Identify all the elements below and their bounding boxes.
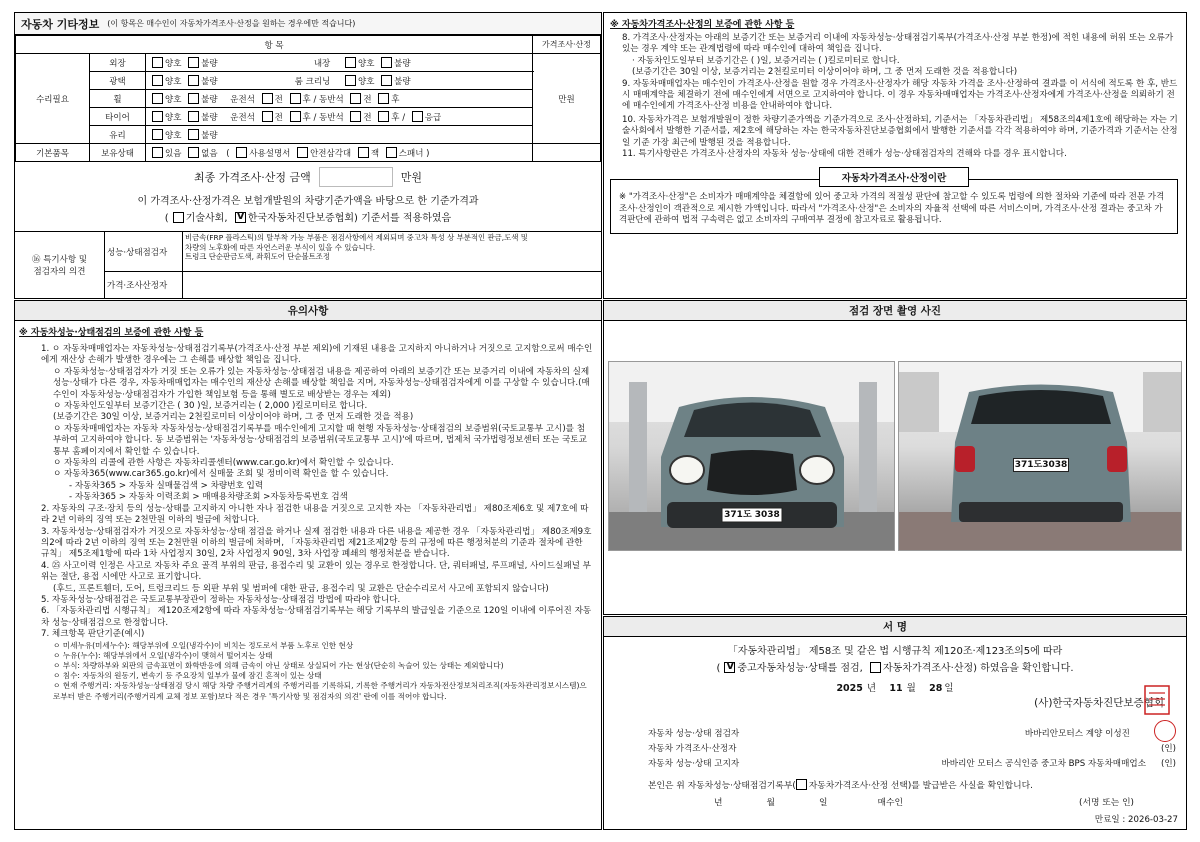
caution-item: ㅇ 누유(누수): 해당부위에서 오일(냉각수)이 맺혀서 떨어지는 상태 (53, 650, 273, 660)
notice-box-title-wrap (610, 166, 1178, 187)
caution-item: 3. 자동차성능·상태점검자가 거짓으로 자동차성능·상태 점검을 하거나 실제 점검한 내용과 다른 내용을 제공한 경우 「자동차관리법」 제80조제9호의2에 따라 2년 이하의 징역 또는 2천만원 이하의 벌금에 처하며, 「자동차관리법 제21조제2항 등의 규정에 따른 행정처분의 기준과 절차에 관한 규칙」 제5조제1항에 따라 1차 사업정지 30일, 2차 사업정지 90일, 3차 사업장 폐쇄의 행정처분을 받습니다. (41, 526, 592, 560)
basic-label: 기본품목 (16, 144, 90, 162)
checkbox[interactable] (290, 93, 301, 104)
checkbox[interactable] (152, 93, 163, 104)
receipt-opt: 자동차가격조사·산정 선택)를 발급받은 사실을 확인합니다. (808, 781, 1033, 791)
triangle-label: 안전삼각대 (310, 148, 352, 159)
checkbox[interactable] (381, 75, 392, 86)
checkbox[interactable] (188, 75, 199, 86)
bottom-month: 월 (766, 798, 775, 808)
checkbox[interactable] (297, 147, 308, 158)
row-label: 타이어 (90, 108, 146, 126)
signer-stamp: (인) (1160, 743, 1176, 754)
checkbox[interactable] (262, 111, 273, 122)
spanner-label: 스패너 (398, 148, 424, 159)
date-day: 28 (929, 683, 943, 694)
bad-label: 불량 (201, 130, 218, 141)
final-price-label: 최종 가격조사·산정 금액 (193, 171, 311, 184)
checkbox[interactable] (152, 129, 163, 140)
signer-label: 자동차 가격조사·산정자 (648, 743, 737, 754)
buyer-label: 매수인 (877, 798, 903, 808)
year-unit: 년 (866, 683, 877, 694)
caution-item: 1. ㅇ 자동차매매업자는 자동차성능·상태점검기록부(가격조사·산정 부분 제외)에 기재된 내용을 고지하지 아니하거나 거짓으로 고지함으로써 매수인에게 재산상 손해가 발생한 경우에는 그 손해를 배상할 책임을 집니다. (41, 344, 593, 366)
signer-rows (648, 725, 1176, 770)
checkbox[interactable] (152, 57, 163, 68)
rear-label: 후 (302, 112, 311, 123)
org-seal-icon (1144, 685, 1170, 715)
notice-box-title: 자동차가격조사·산정이란 (819, 167, 970, 187)
expire-date: 만료일 : 2026-03-27 (1094, 815, 1178, 825)
caution-item: (후드, 프론트휀더, 도어, 트렁크리드 등 외판 부위 및 범퍼에 대한 판금, 용접수리 및 교환은 단순수리로서 사고에 포함되지 않습니다) (53, 583, 549, 594)
checkbox[interactable] (358, 147, 369, 158)
price-checker-label: 가격·조사산정자 (105, 272, 183, 298)
caution-title: ※ 자동차성능·상태점검의 보증에 관한 사항 등 (19, 328, 204, 338)
misc-table: 항 목 가격조사·산정 수리필요 외장 양호 불량 내장 양호 불량 만원 광택 양호 불량 룸 크리닝 양호 불량 휠 양호 불량 운전석 전 후 / 동반석 전 후 타이어 양호 불량 운전석 전 후 / 동반석 전 후 / 응급 유리 양호 불량 기본품목 보유상태 있음 없음 ( 사용설명서 안전삼각대 잭 스패너 ) (15, 35, 601, 162)
jack-label: 잭 (370, 148, 380, 159)
checkbox[interactable] (236, 147, 247, 158)
perf-text-line: 트렁크 단순판금도색, 좌휘도어 단순볼트조정 (185, 252, 331, 262)
caution-header: 유의사항 (15, 301, 601, 321)
checkbox[interactable] (152, 111, 163, 122)
good-label: 양호 (165, 76, 182, 87)
buyer-sign: (서명 또는 인) (1079, 798, 1134, 808)
row-label: 유리 (90, 126, 146, 144)
sign-date (604, 680, 1186, 694)
caution-item: ㅇ 자동차매매업자는 자동차 자동차성능·상태점검기록부를 매수인에게 고지할 때 현행 자동차성능·상태점검의 보증범위(국토교통부 고시)를 첨부하여 고지하여야 합니다. 동 보증범위는 '자동차성능·상태점검의 보증범위(국토교통부 고시)'에 따르며, 법제처 국가법령정보센터 또는 국토교통부 홈페이지에서 확인할 수 있습니다. (53, 423, 587, 457)
law-tail: ) 하였음을 확인합니다. (973, 663, 1074, 674)
rear-label: 후 (391, 112, 400, 123)
signer-name: 바바리안 모터스 공식인증 중고차 BPS 자동차매매업소 (941, 758, 1146, 769)
manual-label: 사용설명서 (249, 148, 291, 159)
caution-item: ㅇ 침수: 자동차의 원동기, 변속기 등 주요장치 일부가 물에 잠긴 흔적이 있는 상태 (53, 671, 322, 681)
caution-item: 7. 체크항목 판단기준(예시) (41, 629, 145, 640)
have-label: 있음 (165, 148, 182, 159)
notice-p8c: (보증기간은 30일 이상, 보증거리는 2천킬로미터 이상이어야 하며, 그 중 먼저 도래한 것을 적용합니다) (632, 67, 1018, 78)
checkbox[interactable] (386, 147, 397, 158)
car-front-illustration (609, 362, 895, 551)
misc-note: (이 항목은 매수인이 자동차가격조사·산정을 원하는 경우에만 적습니다) (107, 19, 356, 28)
checkbox[interactable] (378, 111, 389, 122)
perf-text-line: 비금속(FRP 플라스틱)의 탈부착 가능 부품은 점검사항에서 제외되며 중고차 특성 상 부분적인 판금,도색 및 (185, 233, 528, 242)
repair-label: 수리필요 (16, 54, 90, 144)
checkbox[interactable] (152, 75, 163, 86)
front-label: 전 (274, 112, 283, 123)
checkbox[interactable] (378, 93, 389, 104)
opt-perf: 중고자동차성능·상태를 점검, (737, 663, 863, 674)
notice-box-text: ※ "가격조사·산정"은 소비자가 매매계약을 체결함에 있어 중고차 가격의 적절성 판단에 참고할 수 있도록 법령에 의한 절차와 기준에 따라 전문 가격조사·산정인이 객관적으로 제시한 가액입니다. 따라서 "가격조사·산정"은 소비자의 자율적 선택에 따른 서비스이며, 가격조사·산정 결과는 중고차 가격판단에 관하여 법적 구속력은 없고 소비자의 구매여부 결정에 참고자료로 활용됩니다. (610, 179, 1178, 234)
final-price-input[interactable] (319, 167, 393, 187)
bad-label: 불량 (394, 76, 411, 87)
date-year: 2025 (836, 683, 863, 694)
special-notes (15, 232, 601, 298)
car-rear-illustration (899, 362, 1182, 551)
criteria-opt2: 한국자동차진단보증협회 (247, 213, 354, 224)
checkbox[interactable] (345, 75, 356, 86)
good-label: 양호 (165, 130, 182, 141)
checkbox[interactable] (290, 111, 301, 122)
notice-p10: 10. 자동차가격은 보험개발원이 정한 차량기준가액을 기준가격으로 조사·산정하되, 기준서는 「자동차관리법」 제58조의4제1호에 해당하는 자는 기술사회에서 발행한 기준서를, 제2호에 해당하는 자는 한국자동차진단보증협회에서 발행한 기준서를 각각 적용하여야 하며, 기준가격과 기준서는 산정일 기준 가장 최근에 발행된 것을 적용합니다. (622, 114, 1178, 148)
good-label: 양호 (165, 112, 182, 123)
signer-label: 자동차 성능·상태 고지자 (648, 758, 740, 769)
checkbox[interactable] (870, 662, 881, 673)
row-label: 휠 (90, 90, 146, 108)
signer-seal-icon (1154, 720, 1176, 742)
row-label-right: 룸 크리닝 (294, 76, 331, 87)
good-label: 양호 (357, 58, 375, 69)
passenger-label: / 동반석 (313, 112, 344, 123)
row-label-right: 내장 (313, 58, 331, 69)
signer-row (648, 725, 1176, 740)
checkbox[interactable] (381, 57, 392, 68)
final-price-block (15, 162, 601, 232)
notice-p8: 8. 가격조사·산정자는 아래의 보증기간 또는 보증거리 이내에 자동차성능·상태점검기록부(가격조사·산정 부분 한정)에 적힌 내용에 허위 또는 오류가 있는 경우 계약 또는 관계법령에 따라 매수인에 대하여 책임을 집니다. (622, 33, 1174, 55)
checkbox[interactable] (262, 93, 273, 104)
passenger-label: / 동반석 (313, 94, 344, 105)
bad-label: 불량 (201, 94, 218, 105)
front-plate: 371도 3038 (724, 510, 780, 520)
checkbox[interactable] (350, 93, 361, 104)
checkbox[interactable] (412, 111, 423, 122)
receipt-date (714, 795, 903, 808)
caution-item: ㅇ 자동차의 리콜에 관한 사항은 자동차리콜센터(www.car.go.kr)에서 확인할 수 있습니다. (53, 458, 394, 469)
good-label: 양호 (165, 58, 182, 69)
rear-photo (898, 361, 1182, 551)
notice-p8b: · 자동차인도일부터 보증기간은 ( )일, 보증거리는 ( )킬로미터로 합니다. (632, 55, 900, 66)
checkbox[interactable] (350, 111, 361, 122)
notice-p11: 11. 특기사항란은 가격조사·산정자의 자동차 성능·상태에 대한 견해가 성능·상태점검자의 견해와 다를 경우 표시합니다. (622, 149, 1067, 160)
final-price-unit: 만원 (400, 171, 422, 184)
checkbox-checked[interactable] (235, 212, 246, 223)
caution-item: 4. ㉕ 사고이력 인정은 사고로 자동차 주요 골격 부위의 판금, 용접수리 및 교환이 있는 경우로 한정합니다. 단, 쿼터패널, 루프패널, 사이드실패널 부위는 절단, 용접 시에만 사고로 표기합니다. (41, 560, 591, 583)
checkbox[interactable] (173, 212, 184, 223)
perf-text-line: 차량의 노후화에 따른 자연스러운 부식이 있을 수 있습니다. (185, 242, 376, 252)
bad-label: 불량 (394, 58, 411, 69)
signer-stamp: (인) (1160, 758, 1176, 769)
misc-info-panel (14, 12, 602, 299)
criteria-line: 이 가격조사·산정가격은 보험개발원의 차량기준가액을 바탕으로 한 기준가격과 (137, 196, 479, 207)
rear-plate: 371도3038 (1014, 460, 1068, 470)
good-label: 양호 (165, 94, 182, 105)
bad-label: 불량 (201, 76, 218, 87)
criteria-opt1: 기술사회, (185, 213, 228, 224)
price-notice-panel (603, 12, 1187, 299)
checkbox[interactable] (188, 147, 199, 158)
bottom-year: 년 (714, 798, 723, 808)
won-label: 만원 (533, 54, 601, 144)
criteria-options: ( 기술사회, V 한국자동차진단보증협회) 기준서를 적용하였음 (15, 209, 601, 224)
none-label: 없음 (201, 148, 218, 159)
photo-panel (603, 300, 1187, 615)
caution-item: ㅇ 미세누유(미세누수): 해당부위에 오일(냉각수)이 비치는 정도로서 부품 노후로 인한 현상 (53, 640, 354, 650)
checkbox[interactable] (188, 57, 199, 68)
row-label: 외장 (90, 54, 146, 72)
caution-list (19, 344, 593, 702)
receipt-text: 본인은 위 자동차성능·상태점검기록부( (648, 781, 796, 791)
col-price: 가격조사·산정 (533, 36, 601, 54)
notice-title: ※ 자동차가격조사·산정의 보증에 관한 사항 등 (610, 20, 795, 30)
law-options: (V 중고자동차성능·상태를 점검, 자동차가격조사·산정) 하였음을 확인합니다. (604, 659, 1186, 674)
emergency-label: 응급 (424, 112, 442, 123)
checkbox[interactable] (152, 147, 163, 158)
front-label: 전 (274, 94, 283, 105)
signer-name: 바바리안모터스 계양 이성진 (1024, 728, 1130, 739)
signature-panel (603, 616, 1187, 830)
criteria-tail: ) 기준서를 적용하였음 (353, 213, 452, 224)
caution-item: ㅇ 부식: 차량하부와 외판의 금속표면이 화학반응에 의해 금속이 아닌 상태로 상실되어 가는 현상(단순히 녹슬어 있는 상태는 제외합니다) (53, 660, 504, 670)
opt-price: 자동차가격조사·산정 (883, 663, 974, 674)
caution-item: 5. 자동차성능·상태점검은 국토교통부장관이 정하는 자동차성능·상태점검 방법에 따라야 합니다. (41, 594, 401, 605)
front-photo (608, 361, 895, 551)
bottom-day: 일 (819, 798, 828, 808)
operator-label: 운전석 (230, 94, 255, 105)
caution-item: - 자동차365 > 자동차 이력조회 > 매매용차량조회 >자동차등록번호 검색 (69, 492, 348, 503)
special-label: ⑯ 특기사항 및 점검자의 의견 (15, 232, 105, 298)
notice-p9: 9. 자동차매매업자는 매수인이 가격조사·산정을 원할 경우 가격조사·산정자가 해당 자동차 가격을 조사·산정하여 결과를 이 서식에 적도록 한 후, 반드시 매매계약을 체결하기 전에 매수인에게 서면으로 고지하여야 합니다. 이 경우 자동차매매업자는 가격조사·산정자에게 가격조사·산정을 의뢰하기 전에 매수인에게 가격조사·산정 비용을 안내하여야 합니다. (622, 78, 1178, 112)
signer-label: 자동차 성능·상태 점검자 (648, 728, 740, 739)
org-name: (사)한국자동차진단보증협회 (1034, 697, 1164, 709)
front-label: 전 (363, 112, 372, 123)
caution-item: - 자동차365 > 자동차 실매물검색 > 차량번호 입력 (69, 480, 264, 491)
misc-title: 자동차 기타정보 (21, 17, 100, 31)
law-line: 「자동차관리법」 제58조 및 같은 법 시행규칙 제120조·제123조의5에 따라 (727, 646, 1063, 657)
checkbox-checked[interactable] (724, 662, 735, 673)
photo-header: 점검 장면 촬영 사진 (604, 301, 1186, 321)
caution-item: ㅇ 자동차인도일부터 보증기간은 ( 30 )일, 보증거리는 ( 2,000 )킬로미터로 합니다. (53, 401, 368, 412)
caution-item: (보증기간은 30일 이상, 보증거리는 2천킬로미터 이상이어야 하며, 그 중 먼저 도래한 것을 적용) (53, 412, 414, 423)
day-unit: 일 (944, 683, 954, 694)
row-label: 광택 (90, 72, 146, 90)
good-label: 양호 (357, 76, 375, 87)
bad-label: 불량 (201, 58, 218, 69)
checkbox[interactable] (796, 779, 807, 790)
col-item: 항 목 (16, 36, 533, 54)
rear-label: 후 (302, 94, 311, 105)
caution-item: 2. 자동차의 구조·장치 등의 성능·상태를 고지하지 아니한 자나 점검한 내용을 거짓으로 고지한 자는 「자동차관리법」 제80조제6호 및 제7호에 따라 2년 이하의 징역 또는 2천만원 이하의 벌금에 처합니다. (41, 503, 589, 526)
checkbox[interactable] (188, 111, 199, 122)
date-month: 11 (889, 683, 903, 694)
caution-item: 6. 「자동차관리법 시행규칙」 제120조제2항에 따라 자동차성능·상태점검기록부는 해당 기록부의 발급일을 기준으로 120일 이내에 이루어진 자동차 성능·상태점검으로 한정합니다. (41, 606, 592, 628)
signer-row (648, 740, 1176, 755)
caution-item: ㅇ 자동차성능·상태점검자가 거짓 또는 오류가 있는 자동차성능·상태점검 내용을 제공하여 아래의 보증기간 또는 보증거리 이내에 자동차의 실제 성능·상태가 다른 경우, 자동차매매업자는 매수인의 재산상 손해를 배상할 책임을 지며, 자동차성능·상태점검자에게 이를 구상할 수 있습니다.(매수인이 자동차성능·상태점검자가 가입한 책임보험 등을 통해 별도로 배상받는 경우는 제외) (53, 366, 590, 400)
signature-header: 서 명 (604, 617, 1186, 637)
month-unit: 월 (906, 683, 916, 694)
status-label: 보유상태 (90, 144, 146, 162)
checkbox[interactable] (188, 129, 199, 140)
caution-item: ㅇ 현재 주행거리: 자동차성능·상태점검 당시 해당 차량 주행거리계의 주행거리를 기록하되, 기록한 주행거리가 자동차전산정보처리조직(자동차관리정보시스템)으로부터 받은 주행거리(주행거리계 교체 정보 포함)보다 적은 경우 '특기사항 및 점검자의 의견' 란에 이를 적어야 합니다. (53, 681, 587, 701)
checkbox[interactable] (188, 93, 199, 104)
checkbox[interactable] (345, 57, 356, 68)
bad-label: 불량 (201, 112, 218, 123)
front-label: 전 (363, 94, 372, 105)
signer-row (648, 755, 1176, 770)
rear-label: 후 (391, 94, 400, 105)
misc-title-bar (15, 13, 601, 35)
caution-item: ㅇ 자동차365(www.car365.go.kr)에서 실매물 조회 및 정비이력 확인을 할 수 있습니다. (53, 469, 389, 480)
caution-panel (14, 300, 602, 830)
operator-label: 운전석 (230, 112, 255, 123)
receipt-line (648, 778, 1033, 791)
perf-label: 성능·상태점검자 (105, 232, 183, 271)
